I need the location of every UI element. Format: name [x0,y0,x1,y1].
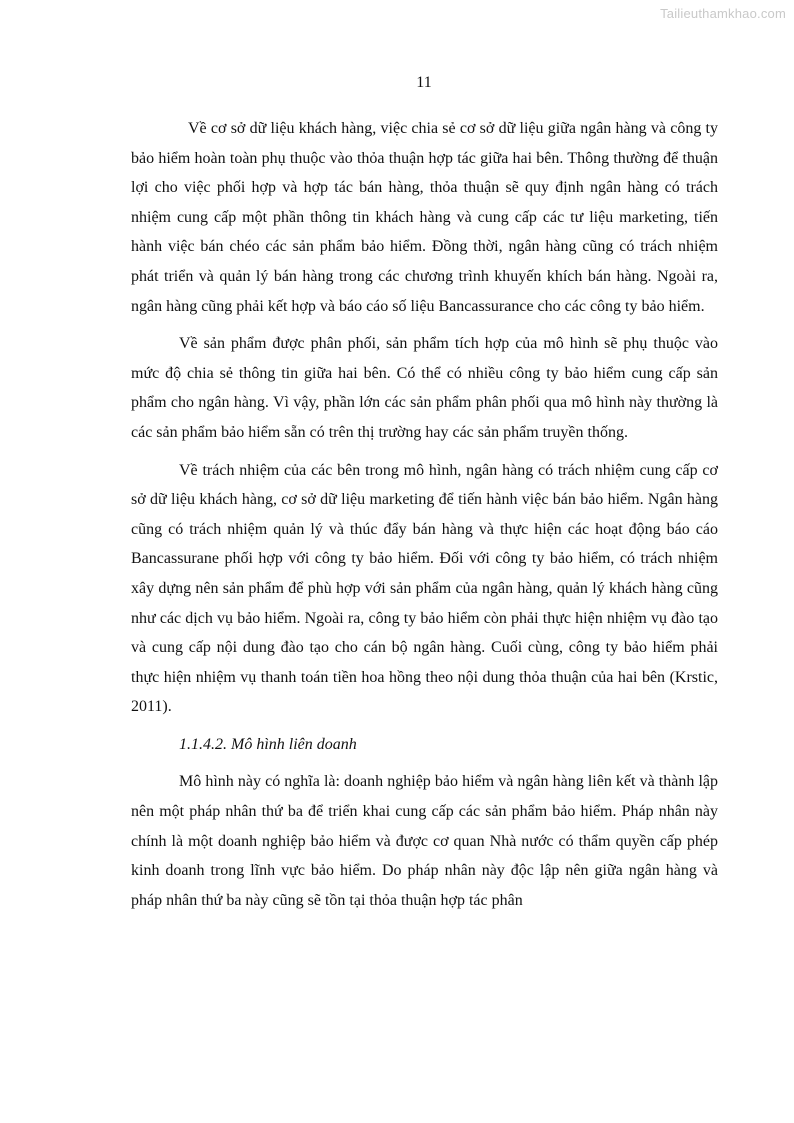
paragraph-customer-database: Về cơ sở dữ liệu khách hàng, việc chia sẻ cơ sở dữ liệu giữa ngân hàng và công ty bảo hiểm hoàn toàn phụ thuộc vào thỏa thuận hợp tác giữa hai bên. Thông thường để thuận lợi cho việc phối hợp và hợp tác bán hàng, thỏa thuận sẽ quy định ngân hàng có trách nhiệm cung cấp một phần thông tin khách hàng và cung cấp các tư liệu marketing, tiến hành việc bán chéo các sản phẩm bảo hiểm. Đồng thời, ngân hàng cũng có trách nhiệm phát triển và quản lý bán hàng trong các chương trình khuyến khích bán hàng. Ngoài ra, ngân hàng cũng phải kết hợp và báo cáo số liệu Bancassurance cho các công ty bảo hiểm. [131,120,718,315]
section-heading: 1.1.4.2. Mô hình liên doanh [179,735,357,753]
paragraph-joint-venture-model: Mô hình này có nghĩa là: doanh nghiệp bảo hiểm và ngân hàng liên kết và thành lập nên một pháp nhân thứ ba để triển khai cung cấp các sản phẩm bảo hiểm. Pháp nhân này chính là một doanh nghiệp bảo hiểm và được cơ quan Nhà nước có thẩm quyền cấp phép kinh doanh trong lĩnh vực bảo hiểm. Do pháp nhân này độc lập nên giữa ngân hàng và pháp nhân thứ ba này cũng sẽ tồn tại thỏa thuận hợp tác phân [131,773,718,909]
document-body [131,114,718,923]
paragraph-distributed-products: Về sản phẩm được phân phối, sản phẩm tích hợp của mô hình sẽ phụ thuộc vào mức độ chia sẻ thông tin giữa hai bên. Có thể có nhiều công ty bảo hiểm cung cấp sản phẩm cho ngân hàng. Vì vậy, phần lớn các sản phẩm phân phối qua mô hình này thường là các sản phẩm bảo hiểm sẵn có trên thị trường hay các sản phẩm truyền thống. [131,335,718,441]
watermark: Tailieuthamkhao.com [660,6,786,21]
page-number: 11 [416,74,432,91]
paragraph-responsibilities: Về trách nhiệm của các bên trong mô hình, ngân hàng có trách nhiệm cung cấp cơ sở dữ liệu khách hàng, cơ sở dữ liệu marketing để tiến hành việc bán bảo hiểm. Ngân hàng cũng có trách nhiệm quản lý và thúc đẩy bán hàng và thực hiện các hoạt động báo cáo Bancassurane phối hợp với công ty bảo hiểm. Đối với công ty bảo hiểm, có trách nhiệm xây dựng nên sản phẩm để phù hợp với sản phẩm của ngân hàng, quản lý khách hàng cũng như các dịch vụ bảo hiểm. Ngoài ra, công ty bảo hiểm còn phải thực hiện nhiệm vụ đào tạo và cung cấp nội dung đào tạo cho cán bộ ngân hàng. Cuối cùng, công ty bảo hiểm phải thực hiện nhiệm vụ thanh toán tiền hoa hồng theo nội dung thỏa thuận của hai bên (Krstic, 2011). [131,461,718,716]
